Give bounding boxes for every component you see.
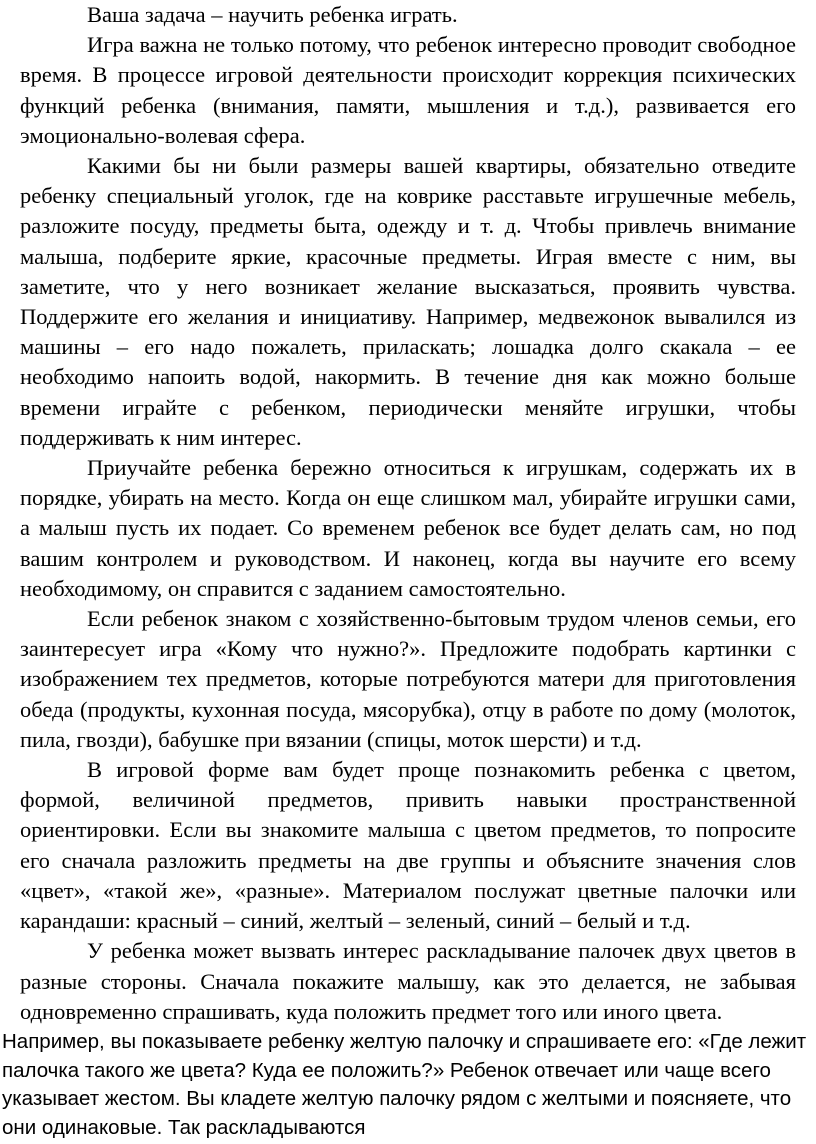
paragraph-who-needs-what-game: Если ребенок знаком с хозяйственно-бытовым трудом членов семьи, его заинтересует игра «Кому что нужно?». Предложите подобрать картинки с изображением тех предметов, которые потребуются матери для приготовления обеда (продукты, кухонная посуда, мясорубка), отцу в работе по дому (молоток, пила, гвозди), бабушке при вязании (спицы, моток шерсти) и т.д. (20, 606, 796, 752)
paragraph-sorting-sticks: У ребенка может вызвать интерес раскладывание палочек двух цветов в разные стороны. Сначала покажите малышу, как это делается, не забывая одновременно спрашивать, куда положить предмет того или иного цвета. (20, 938, 796, 1024)
paragraph-task: Ваша задача – научить ребенка играть. (87, 2, 458, 27)
document-body (20, 0, 796, 1027)
paragraph-play-corner: Какими бы ни были размеры вашей квартиры, обязательно отведите ребенку специальный уголок, где на коврике расставьте игрушечные мебель, разложите посуду, предметы быта, одежду и т. д. Чтобы привлечь внимание малыша, подберите яркие, красочные предметы. Играя вместе с ним, вы заметите, что у него возникает желание высказаться, проявить чувства. Поддержите его желания и инициативу. Например, медвежонок вывалился из машины – его надо пожалеть, приласкать; лошадка долго скакала – ее необходимо напоить водой, накормить. В течение дня как можно больше времени играйте с ребенком, периодически меняйте игрушки, чтобы поддерживать к ним интерес. (20, 153, 796, 450)
paragraph-importance-of-play: Игра важна не только потому, что ребенок интересно проводит свободное время. В процессе игровой деятельности происходит коррекция психических функций ребенка (внимания, памяти, мышления и т.д.), развивается его эмоционально-волевая сфера. (20, 32, 796, 148)
paragraph-toy-care: Приучайте ребенка бережно относиться к игрушкам, содержать их в порядке, убирать на место. Когда он еще слишком мал, убирайте игрушки сами, а малыш пусть их подает. Со временем ребенок все будет делать сам, но под вашим контролем и руководством. И наконец, когда вы научите его всему необходимому, он справится с заданием самостоятельно. (20, 455, 796, 601)
paragraph-example-yellow-stick: Например, вы показываете ребенку желтую палочку и спрашиваете его: «Где лежит палочка такого же цвета? Куда ее положить?» Ребенок отвечает или чаще всего указывает жестом. Вы кладете желтую палочку рядом с желтыми и поясняете, что они одинаковые. Так раскладываются (2, 1030, 807, 1140)
paragraph-color-form-size: В игровой форме вам будет проще познакомить ребенка с цветом, формой, величиной предметов, привить навыки пространственной ориентировки. Если вы знакомите малыша с цветом предметов, то попросите его сначала разложить предметы на две группы и объясните значения слов «цвет», «такой же», «разные». Материалом послужат цветные палочки или карандаши: красный – синий, желтый – зеленый, синий – белый и т.д. (20, 757, 796, 934)
